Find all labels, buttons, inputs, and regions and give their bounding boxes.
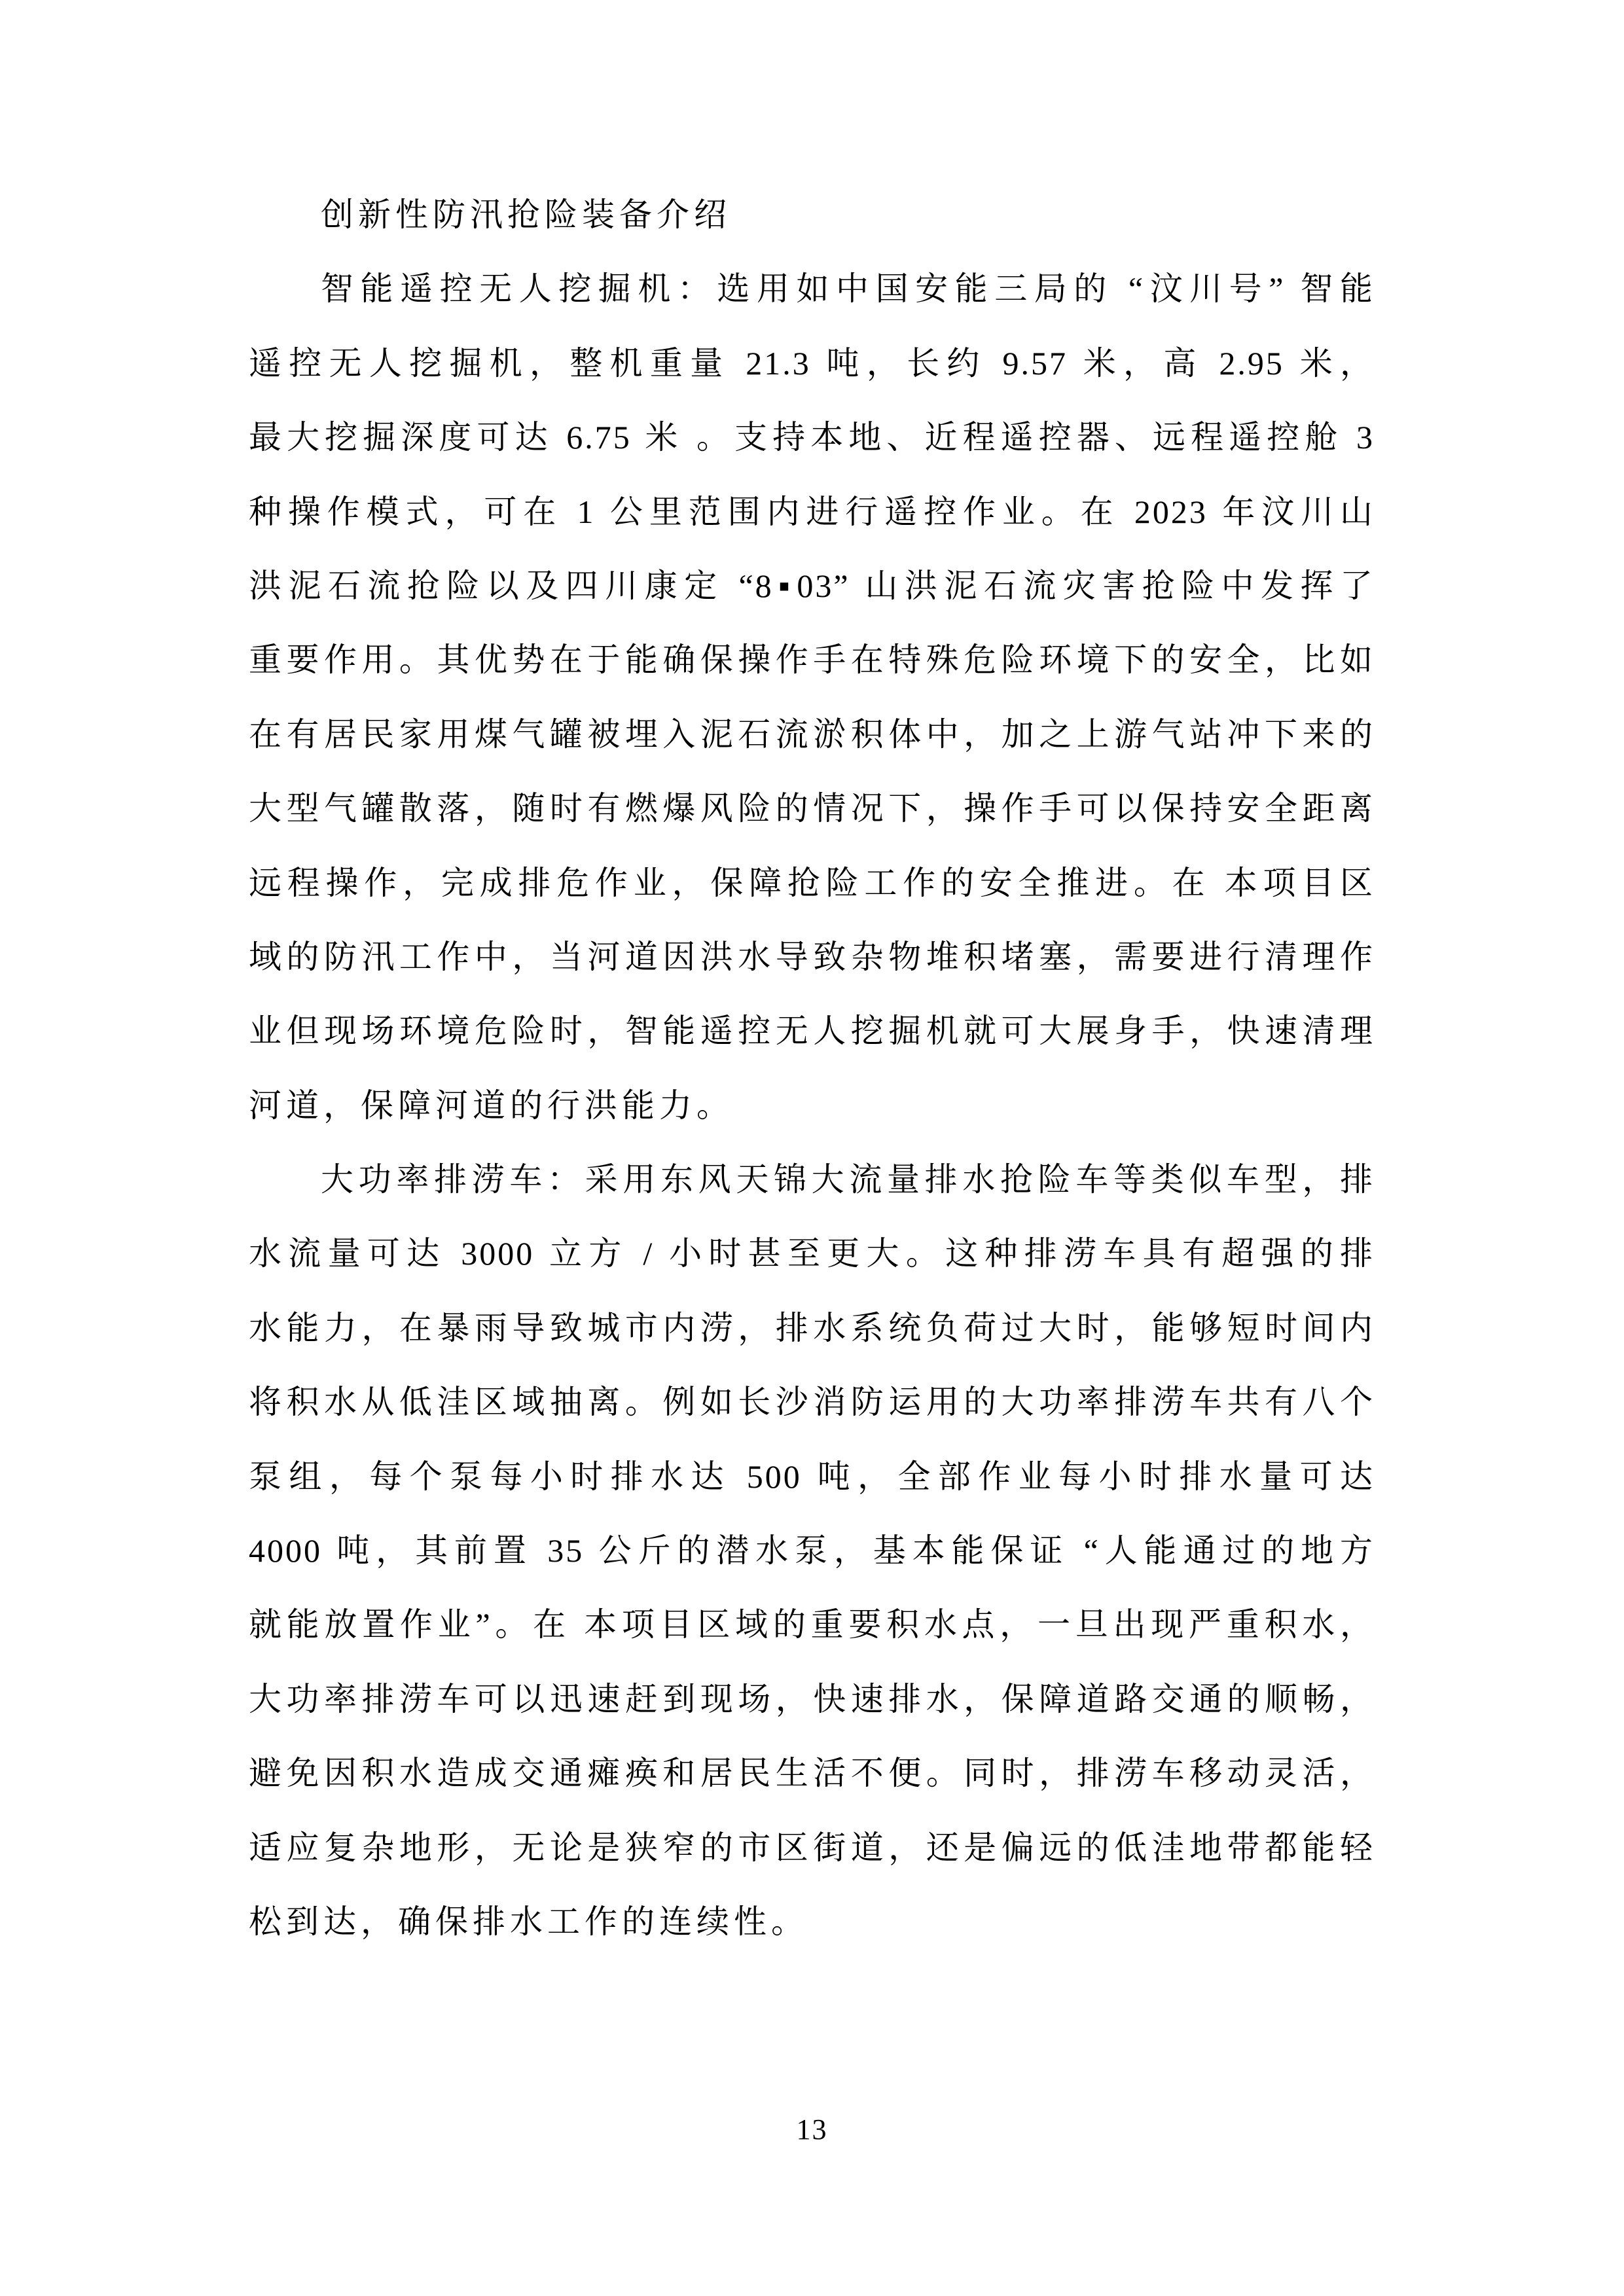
- text-line: 重要作用。其优势在于能确保操作手在特殊危险环境下的安全，比如: [249, 641, 1375, 679]
- text-line: 就能放置作业”。在 本项目区域的重要积水点，一旦出现严重积水，: [249, 1606, 1375, 1643]
- text-line: 将积水从低洼区域抽离。例如长沙消防运用的大功率排涝车共有八个: [249, 1384, 1375, 1421]
- text-line: 业但现场环境危险时，智能遥控无人挖掘机就可大展身手，快速清理: [249, 1013, 1375, 1050]
- text-line: 泵组，每个泵每小时排水达 500 吨，全部作业每小时排水量可达: [249, 1458, 1375, 1495]
- text-line: 远程操作，完成排危作业，保障抢险工作的安全推进。在 本项目区: [249, 864, 1375, 901]
- text-line: 水流量可达 3000 立方 / 小时甚至更大。这种排涝车具有超强的排: [249, 1235, 1375, 1272]
- text-line: 种操作模式，可在 1 公里范围内进行遥控作业。在 2023 年汶川山: [249, 493, 1375, 530]
- text-line: 智能遥控无人挖掘机：选用如中国安能三局的 “汶川号” 智能: [321, 270, 1375, 308]
- text-line: 河道，保障河道的行洪能力。: [249, 1086, 734, 1124]
- text-line: 最大挖掘深度可达 6.75 米 。支持本地、近程遥控器、远程遥控舱 3: [249, 419, 1375, 456]
- text-line: 遥控无人挖掘机，整机重量 21.3 吨，长约 9.57 米，高 2.95 米，: [249, 344, 1375, 382]
- page-number: 13: [796, 2113, 828, 2145]
- text-line: 大功率排涝车可以迅速赶到现场，快速排水，保障道路交通的顺畅，: [249, 1680, 1375, 1717]
- text-line: 域的防汛工作中，当河道因洪水导致杂物堆积堵塞，需要进行清理作: [249, 938, 1375, 975]
- text-line: 在有居民家用煤气罐被埋入泥石流淤积体中，加之上游气站冲下来的: [249, 715, 1375, 753]
- text-line: 水能力，在暴雨导致城市内涝，排水系统负荷过大时，能够短时间内: [249, 1309, 1375, 1346]
- text-line: 大型气罐散落，随时有燃爆风险的情况下，操作手可以保持安全距离: [249, 790, 1375, 827]
- text-line: 松到达，确保排水工作的连续性。: [249, 1903, 808, 1940]
- text-line: 避免因积水造成交通瘫痪和居民生活不便。同时，排涝车移动灵活，: [249, 1755, 1375, 1792]
- text-line: 大功率排涝车：采用东风天锦大流量排水抢险车等类似车型，排: [321, 1161, 1375, 1198]
- document-body: [249, 178, 1375, 1959]
- text-line: 4000 吨，其前置 35 公斤的潜水泵，基本能保证 “人能通过的地方: [249, 1532, 1375, 1570]
- text-line: 洪泥石流抢险以及四川康定 “8▪03” 山洪泥石流灾害抢险中发挥了: [249, 567, 1375, 604]
- text-line: 适应复杂地形，无论是狭窄的市区街道，还是偏远的低洼地带都能轻: [249, 1829, 1375, 1866]
- heading-line: 创新性防汛抢险装备介绍: [321, 196, 731, 233]
